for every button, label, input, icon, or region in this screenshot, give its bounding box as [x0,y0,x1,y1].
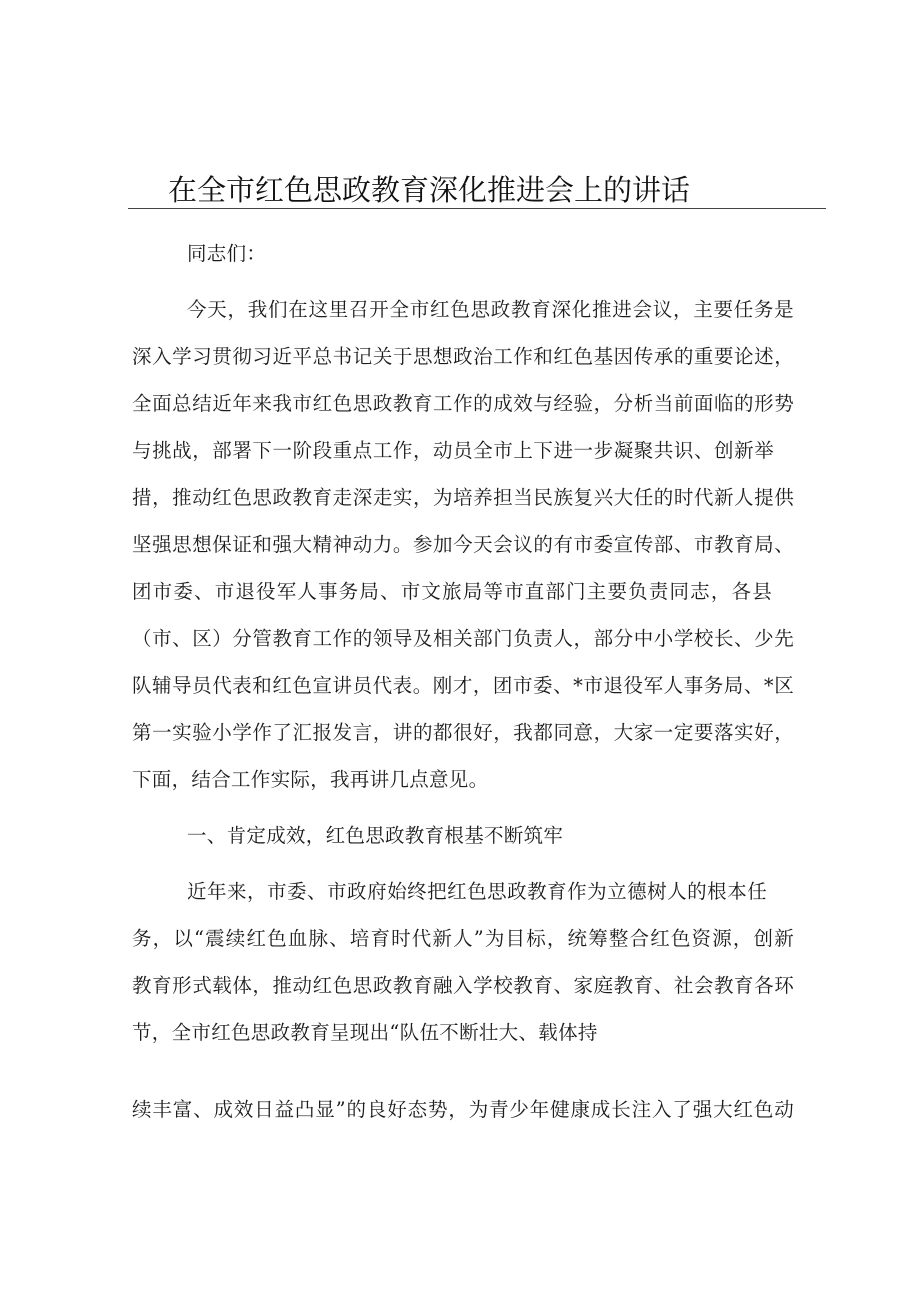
paragraph-line: 深入学习贯彻习近平总书记关于思想政治工作和红色基因传承的重要论述， [132,345,794,368]
document-title: 在全市红色思政教育深化推进会上的讲话 [168,173,691,207]
paragraph-line: 全面总结近年来我市红色思政教育工作的成效与经验，分析当前面临的形势 [132,392,794,415]
paragraph-line: （市、区）分管教育工作的领导及相关部门负责人，部分中小学校长、少先 [132,627,794,650]
paragraph-line: 下面，结合工作实际，我再讲几点意见。 [132,768,489,791]
title-underline [128,208,826,209]
paragraph-line: 节，全市红色思政教育呈现出“队伍不断壮大、载体持 [132,1021,598,1044]
paragraph-line: 今天，我们在这里召开全市红色思政教育深化推进会议，主要任务是 [187,298,794,321]
paragraph-line: 第一实验小学作了汇报发言，讲的都很好，我都同意，大家一定要落实好， [132,721,794,744]
paragraph-line: 措，推动红色思政教育走深走实，为培养担当民族复兴大任的时代新人提供 [132,486,794,509]
paragraph-line: 续丰富、成效日益凸显”的良好态势，为青少年健康成长注入了强大红色动 [132,1098,794,1121]
paragraph-line: 队辅导员代表和红色宣讲员代表。刚才，团市委、*市退役军人事务局、*区 [132,674,794,697]
paragraph-line: 坚强思想保证和强大精神动力。参加今天会议的有市委宣传部、市教育局、 [132,533,794,556]
paragraph-line: 教育形式载体，推动红色思政教育融入学校教育、家庭教育、社会教育各环 [132,974,794,997]
paragraph-line: 务，以“震续红色血脉、培育时代新人”为目标，统筹整合红色资源，创新 [132,927,794,950]
paragraph-line: 团市委、市退役军人事务局、市文旅局等市直部门主要负责同志，各县 [132,580,772,603]
salutation: 同志们： [187,242,267,265]
paragraph-line: 近年来，市委、市政府始终把红色思政教育作为立德树人的根本任 [187,880,767,903]
paragraph-line: 与挑战，部署下一阶段重点工作，动员全市上下进一步凝聚共识、创新举 [132,439,774,462]
section-heading: 一、肯定成效，红色思政教育根基不断筑牢 [187,824,564,847]
